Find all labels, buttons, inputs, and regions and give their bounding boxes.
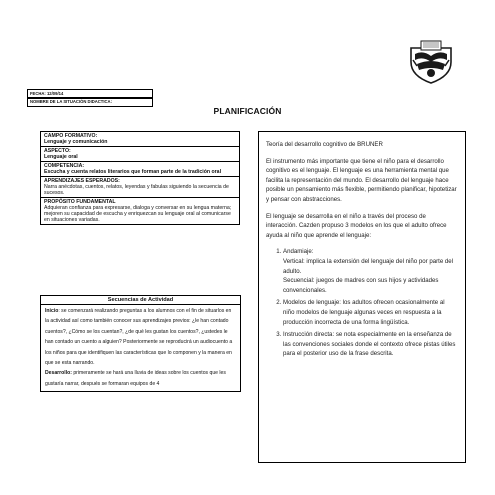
theory-title: Teoría del desarrollo cognitivo de BRUNER xyxy=(266,141,383,148)
list-item xyxy=(283,330,457,359)
activity-heading: Secuencias de Actividad xyxy=(41,296,240,305)
activity-body xyxy=(41,305,240,391)
inicio-label: Inicio xyxy=(45,308,59,314)
model-title: 1. Andamiaje: xyxy=(283,248,314,256)
aspecto-cell xyxy=(41,146,239,161)
activity-table xyxy=(40,295,241,392)
cell-body: Lenguaje y comunicación xyxy=(44,139,108,145)
theory-paragraph-2: El lenguaje se desarrolla en el niño a través del proceso de interacción. Cazden propuso 3 modelos en los que el adulto ofrece ayuda al niño que aprende el lenguaje: xyxy=(266,212,447,239)
cell-heading: COMPETENCIA: xyxy=(44,163,85,169)
cell-body: Escucha y cuenta relatos literarios que forman parte de la tradición oral xyxy=(44,169,222,175)
situacion-label: NOMBRE DE LA SITUACIÓN DIDACTICA: xyxy=(30,99,112,104)
desarrollo-text: primeramente se hará una lluvia de ideas sobre los cuentos que les gustaría narrar, después se formaran equipos de 4 xyxy=(45,370,226,387)
school-crest-icon xyxy=(407,40,455,84)
model-line: Secuencial: juegos de madres con sus hijos y actividades convencionales. xyxy=(283,277,439,294)
cell-heading: ASPECTO: xyxy=(44,148,71,154)
inicio-text: : se comenzará realizando preguntas a los alumnos con el fin de situarlos en la actividad así como también conocer sus aprendizajes previos: ¿le han contado cuentos?, ¿Cómo se los cuentan?, ¿de qué les gustan los cuentos?, ¿ustedes le han contado un cuento a alguien? Posteriormente se reproducirá un audiocuento a los niños para que identifiquen las características que lo componen y la manera en que se esta narrando. xyxy=(45,308,233,367)
cell-heading: CAMPO FORMATIVO: xyxy=(44,133,98,139)
planning-table xyxy=(40,131,240,225)
cell-body: Adquieran confianza para expresarse, dialoga y conversar en su lengua materna; mejoren su capacidad de escucha y enriquezcan su lenguaje oral al comunicarse en situaciones variadas. xyxy=(44,205,232,223)
cell-body: Narra anécdotas, cuentos, relatos, leyendas y fabulas siguiendo la secuencia de sucesos. xyxy=(44,184,229,196)
fecha-label: FECHA: 12/09/14 xyxy=(30,91,64,96)
list-item xyxy=(283,298,457,327)
list-item xyxy=(283,247,457,295)
cell-heading: PROPÓSITO FUNDAMENTAL xyxy=(44,199,116,205)
model-line: 3. Instrucción directa: se nota especialmente en la enseñanza de las convenciones sociales donde el contexto ofrece pistas útiles para el posterior uso de la frase descrita. xyxy=(283,331,456,358)
cell-body: Lenguaje oral xyxy=(44,154,78,160)
page-title: PLANIFICACIÓN xyxy=(213,106,282,116)
cell-heading: APRENDIZAJES ESPERADOS: xyxy=(44,178,120,184)
model-line: 2. Modelos de lenguaje: los adultos ofrecen ocasionalmente al niño modelos de lenguaje algunas veces en respuesta a la producción incorrecta de una forma lingüística. xyxy=(283,299,445,326)
aprendizajes-cell xyxy=(41,176,239,197)
desarrollo-label: Desarrollo: xyxy=(45,370,72,377)
campo-formativo-cell xyxy=(41,132,239,146)
theory-paragraph-1: El instrumento más importante que tiene el niño para el desarrollo cognitivo es el lenguaje. El lenguaje es una herramienta mental que facilita la representación del mundo. El desarrollo del lenguaje hace posible un pensamiento más flexible, permitiendo planificar, hipotetizar y pensar con abstracciones. xyxy=(266,157,457,203)
competencia-cell xyxy=(41,161,239,176)
theory-box xyxy=(258,131,466,463)
model-line: Vertical: implica la extensión del lenguaje del niño por parte del adulto. xyxy=(283,257,454,275)
proposito-cell xyxy=(41,197,239,224)
models-list xyxy=(266,247,457,359)
